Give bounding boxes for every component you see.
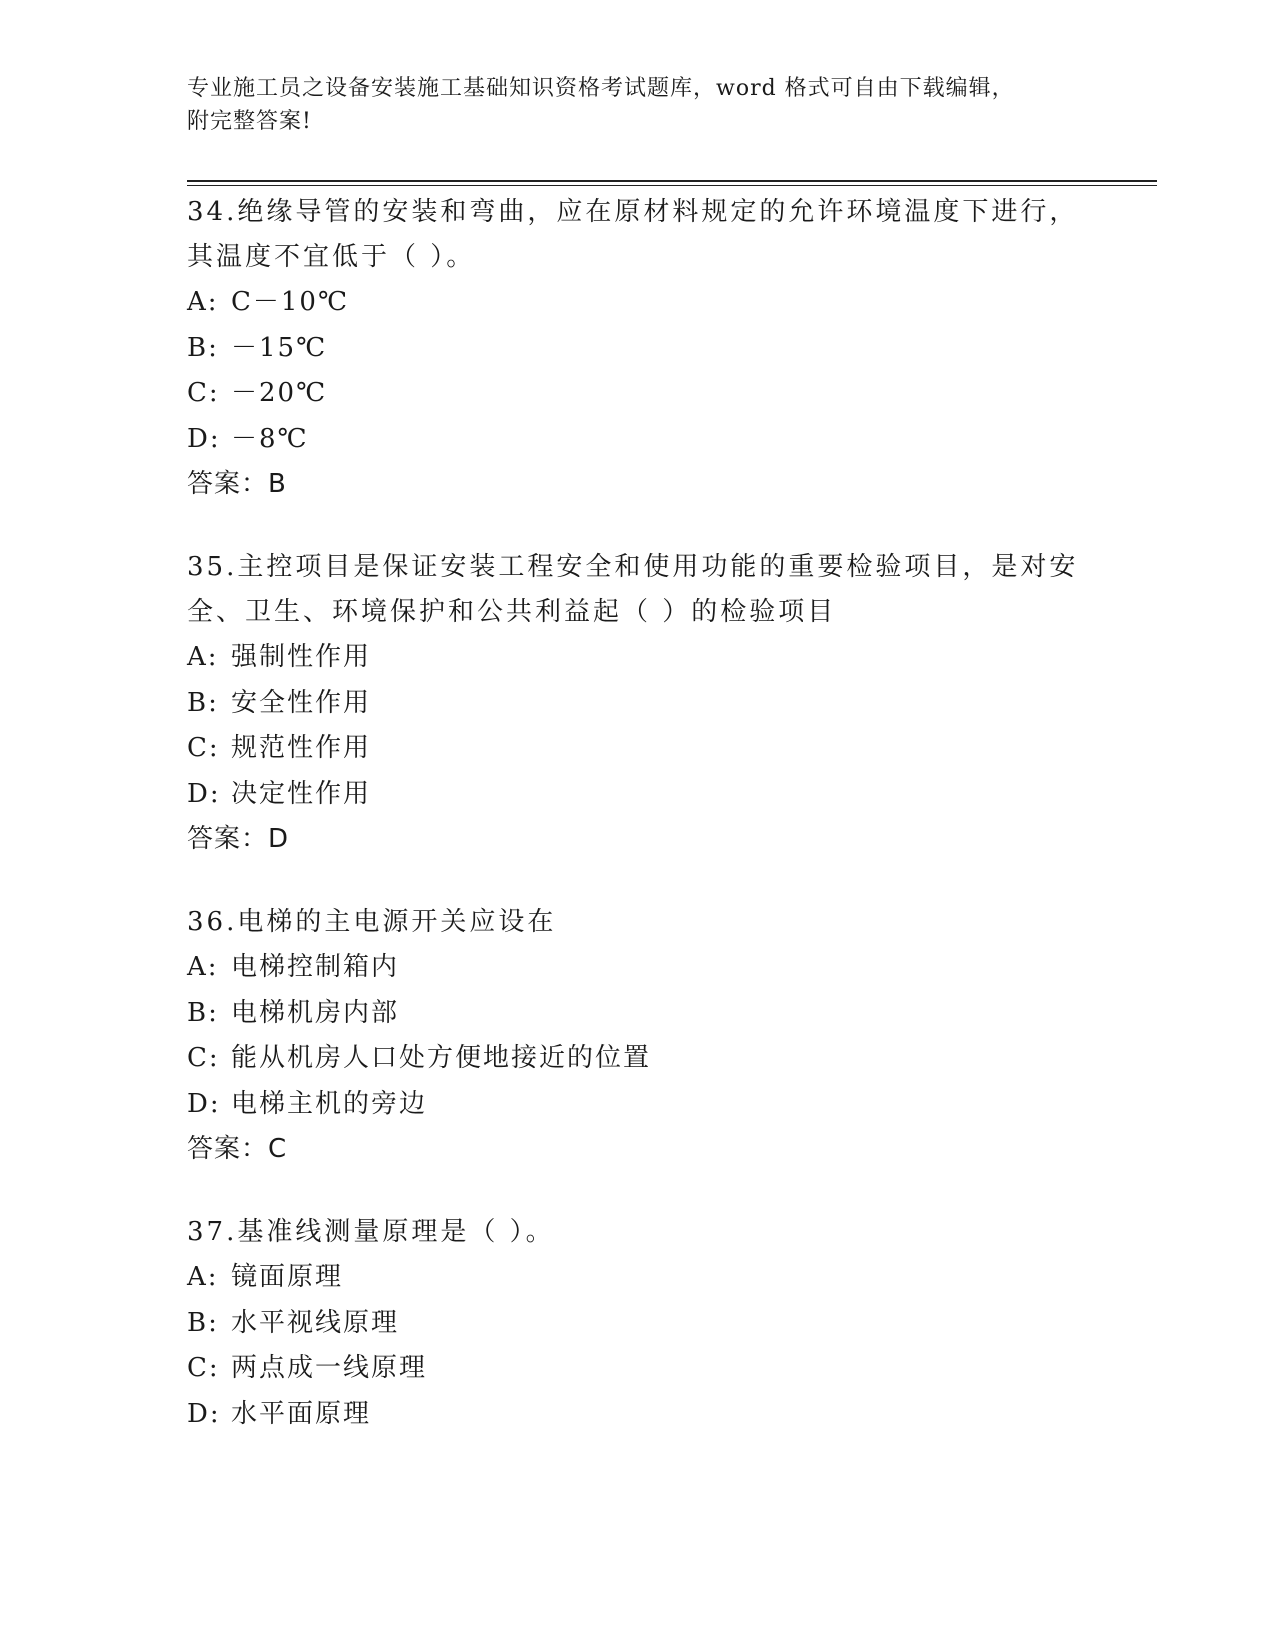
option-text: 规范性作用 [231, 733, 372, 763]
option-b [187, 326, 1087, 372]
option-label: C: [187, 733, 220, 763]
option-label: D: [187, 1398, 221, 1429]
option-a [187, 1255, 1087, 1301]
option-text: 两点成一线原理 [231, 1353, 428, 1383]
option-text: 电梯主机的旁边 [231, 1088, 428, 1119]
answer: 答案：D [187, 824, 290, 854]
option-label: A: [187, 287, 219, 317]
option-b [187, 681, 1087, 727]
option-label: D: [187, 778, 221, 809]
question-text: 37.基准线测量原理是（ ）。 [187, 1217, 555, 1247]
option-c [187, 1346, 1087, 1392]
header-divider-thin [187, 185, 1157, 186]
answer: 答案：C [187, 1134, 288, 1164]
option-label: C: [187, 378, 220, 408]
option-d [187, 772, 1087, 818]
question-text: 35.主控项目是保证安装工程安全和使用功能的重要检验项目，是对安全、卫生、环境保护和公共利益起（ ）的检验项目 [187, 552, 1079, 627]
question-text: 34.绝缘导管的安装和弯曲，应在原材料规定的允许环境温度下进行，其温度不宜低于（ ）。 [187, 197, 1079, 272]
option-label: A: [187, 1262, 219, 1292]
option-label: B: [187, 332, 219, 363]
option-a [187, 280, 1087, 326]
option-text: －8℃ [231, 423, 309, 454]
header-divider-thick [187, 180, 1157, 182]
option-text: 决定性作用 [231, 778, 372, 809]
option-text: 水平视线原理 [231, 1307, 400, 1338]
option-d [187, 1392, 1087, 1438]
option-text: 电梯控制箱内 [231, 952, 400, 982]
option-label: A: [187, 952, 219, 982]
option-text: 能从机房人口处方便地接近的位置 [231, 1043, 652, 1073]
option-label: B: [187, 997, 219, 1028]
option-text: 电梯机房内部 [231, 997, 400, 1028]
question-35 [187, 545, 1087, 862]
option-text: －15℃ [231, 332, 328, 363]
option-label: C: [187, 1043, 220, 1073]
option-text: 安全性作用 [231, 687, 372, 718]
option-text: C－10℃ [231, 287, 350, 317]
option-a [187, 945, 1087, 991]
option-label: A: [187, 642, 219, 672]
option-b [187, 1301, 1087, 1347]
option-b [187, 991, 1087, 1037]
header-line-1: 专业施工员之设备安装施工基础知识资格考试题库，word 格式可自由下载编辑， [187, 76, 1015, 101]
option-a [187, 635, 1087, 681]
option-label: D: [187, 423, 221, 454]
option-c [187, 726, 1087, 772]
question-34 [187, 190, 1087, 507]
option-label: D: [187, 1088, 221, 1119]
question-36 [187, 900, 1087, 1172]
option-label: C: [187, 1353, 220, 1383]
option-text: 强制性作用 [231, 642, 372, 672]
option-text: －20℃ [231, 378, 328, 408]
question-text: 36.电梯的主电源开关应设在 [187, 907, 557, 937]
option-label: B: [187, 687, 219, 718]
document-page [187, 0, 1157, 1650]
question-37 [187, 1210, 1087, 1437]
option-d [187, 1082, 1087, 1128]
option-c [187, 371, 1087, 417]
answer: 答案：B [187, 469, 287, 499]
option-label: B: [187, 1307, 219, 1338]
document-header [187, 72, 1067, 138]
option-d [187, 417, 1087, 463]
question-list [187, 190, 1087, 1475]
option-text: 水平面原理 [231, 1398, 372, 1429]
option-c [187, 1036, 1087, 1082]
option-text: 镜面原理 [231, 1262, 344, 1292]
header-line-2: 附完整答案! [187, 109, 312, 134]
